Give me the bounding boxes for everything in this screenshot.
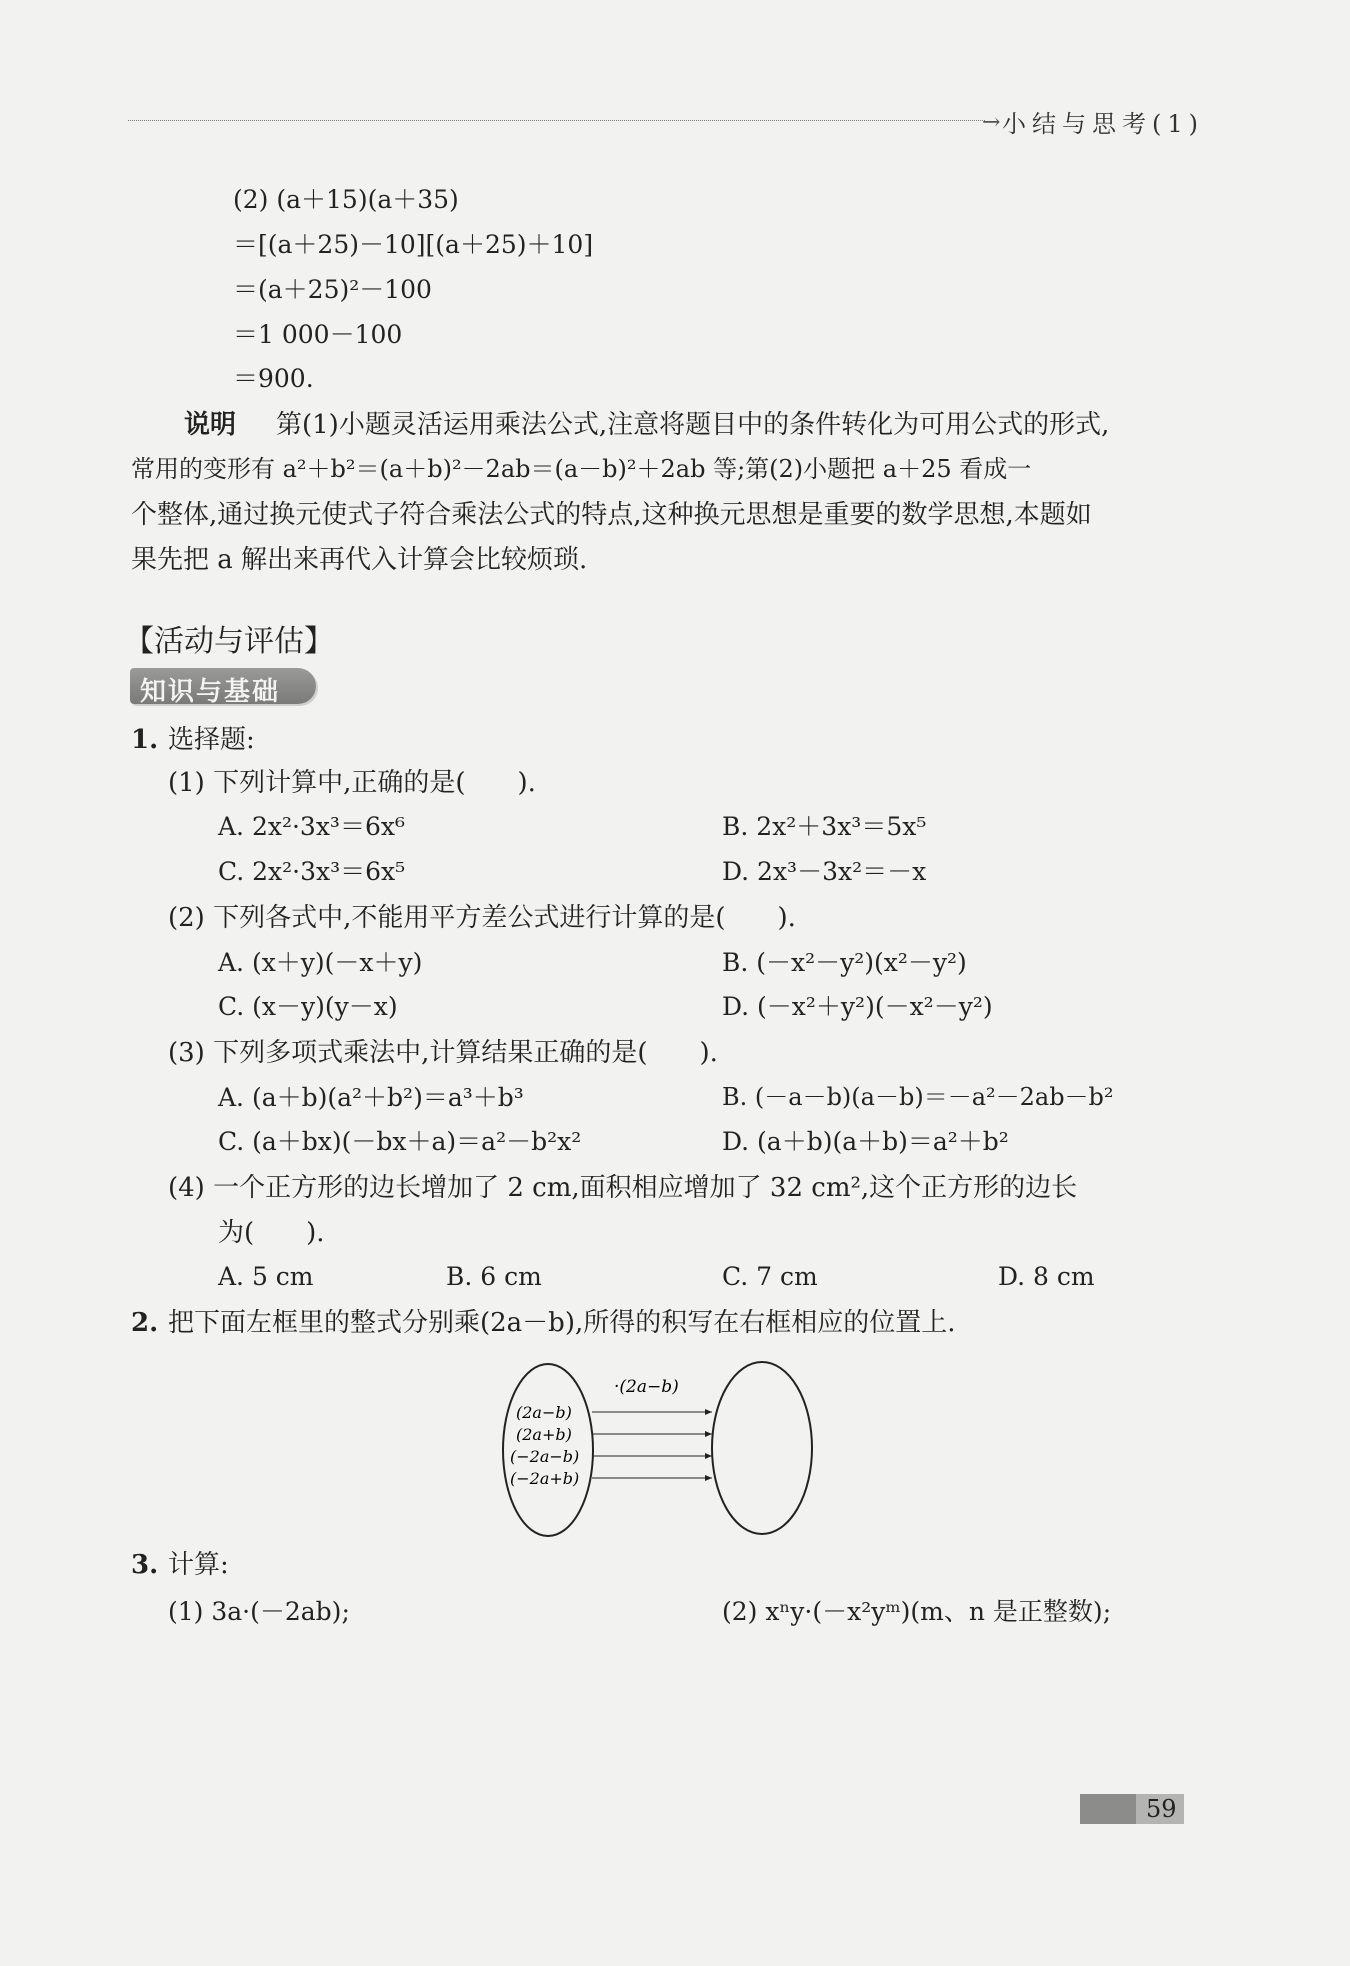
- q2-number: 2.: [131, 1308, 159, 1338]
- q1-2-option-c: C. (x－y)(y－x): [218, 992, 398, 1021]
- arrow-label: ·(2a−b): [614, 1377, 679, 1397]
- q1-1-stem: (1) 下列计算中,正确的是( ).: [168, 768, 536, 798]
- q1-3-option-c: C. (a＋bx)(－bx＋a)＝a²－b²x²: [218, 1127, 582, 1156]
- q1-2-stem: (2) 下列各式中,不能用平方差公式进行计算的是( ).: [168, 903, 796, 933]
- q1-1-option-d: D. 2x³－3x²＝－x: [722, 857, 927, 886]
- q1-4-option-d: D. 8 cm: [998, 1262, 1095, 1291]
- solution-line-5: ＝900.: [233, 364, 314, 393]
- left-item-2: (2a+b): [516, 1425, 572, 1444]
- q1-3-stem: (3) 下列多项式乘法中,计算结果正确的是( ).: [168, 1038, 718, 1068]
- q2-text: 把下面左框里的整式分别乘(2a－b),所得的积写在右框相应的位置上.: [168, 1308, 956, 1338]
- right-ellipse: [712, 1362, 812, 1534]
- solution-line-4: ＝1 000－100: [233, 320, 403, 349]
- note-line-2: 常用的变形有 a²＋b²＝(a＋b)²－2ab＝(a－b)²＋2ab 等;第(2)小题把 a＋25 看成一: [131, 455, 1032, 483]
- solution-line-2: ＝[(a＋25)－10][(a＋25)＋10]: [233, 230, 594, 259]
- note-line-3: 个整体,通过换元使式子符合乘法公式的特点,这种换元思想是重要的数学思想,本题如: [131, 500, 1092, 530]
- q1-title: 选择题:: [168, 725, 255, 755]
- q1-4-option-a: A. 5 cm: [218, 1262, 314, 1291]
- q3-item-2: (2) xⁿy·(－x²yᵐ)(m、n 是正整数);: [722, 1597, 1112, 1626]
- q1-3-option-b: B. (－a－b)(a－b)＝－a²－2ab－b²: [722, 1083, 1114, 1111]
- q1-1-option-a: A. 2x²·3x³＝6x⁶: [218, 812, 405, 841]
- q1-4-option-b: B. 6 cm: [446, 1262, 542, 1291]
- header-rule: [128, 120, 985, 121]
- section-title: 【活动与评估】: [124, 624, 334, 659]
- page-number: 59: [1146, 1795, 1177, 1823]
- q3-number: 3.: [131, 1550, 159, 1580]
- q1-4-stem-line1: (4) 一个正方形的边长增加了 2 cm,面积相应增加了 32 cm²,这个正方形的边长: [168, 1173, 1078, 1203]
- solution-line-1: (2) (a＋15)(a＋35): [233, 185, 459, 214]
- note-line-1: 第(1)小题灵活运用乘法公式,注意将题目中的条件转化为可用公式的形式,: [276, 410, 1110, 440]
- left-item-4: (−2a+b): [510, 1469, 580, 1488]
- header-arrow-icon: →: [982, 110, 1001, 135]
- q1-3-option-d: D. (a＋b)(a＋b)＝a²＋b²: [722, 1127, 1009, 1156]
- left-item-3: (−2a−b): [510, 1447, 580, 1466]
- q3-title: 计算:: [168, 1550, 229, 1580]
- q1-3-option-a: A. (a＋b)(a²＋b²)＝a³＋b³: [218, 1083, 524, 1112]
- section-tag-label: 知识与基础: [140, 677, 281, 707]
- q1-2-option-b: B. (－x²－y²)(x²－y²): [722, 948, 967, 977]
- left-item-1: (2a−b): [516, 1403, 572, 1422]
- q1-2-option-a: A. (x＋y)(－x＋y): [218, 948, 423, 977]
- section-tag: [130, 668, 316, 707]
- note-label: 说明: [184, 410, 237, 440]
- q1-2-option-d: D. (－x²＋y²)(－x²－y²): [722, 992, 993, 1021]
- chapter-title: 小结与思考(1): [1002, 110, 1204, 138]
- mapping-diagram: [500, 1360, 830, 1540]
- q3-item-1: (1) 3a·(－2ab);: [168, 1597, 350, 1626]
- q1-1-option-c: C. 2x²·3x³＝6x⁵: [218, 857, 406, 886]
- q1-4-stem-line2: 为( ).: [218, 1218, 325, 1248]
- diagram-arrows: [592, 1412, 712, 1478]
- q1-number: 1.: [131, 725, 159, 755]
- note-line-4: 果先把 a 解出来再代入计算会比较烦琐.: [131, 545, 588, 575]
- q1-4-option-c: C. 7 cm: [722, 1262, 818, 1291]
- solution-line-3: ＝(a＋25)²－100: [233, 275, 432, 304]
- q1-1-option-b: B. 2x²＋3x³＝5x⁵: [722, 812, 927, 841]
